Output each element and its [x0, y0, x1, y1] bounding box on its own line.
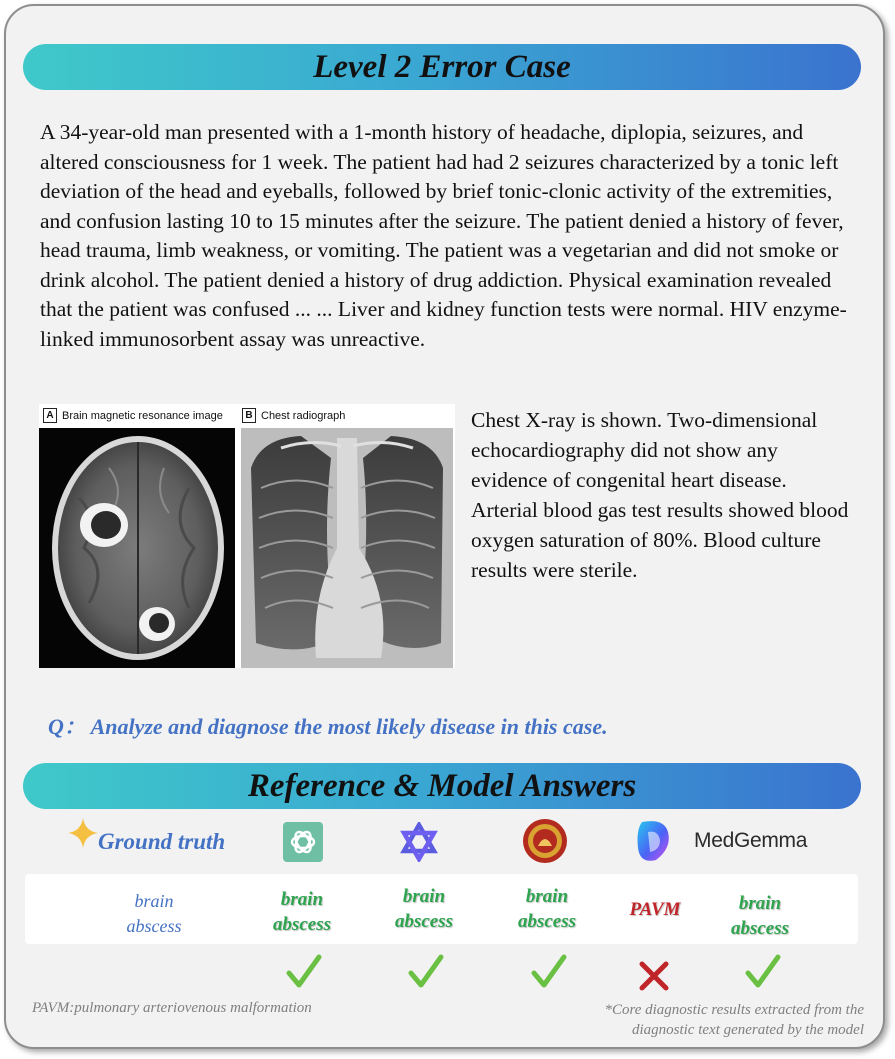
panel-b-label — [242, 408, 345, 423]
gradient-blob-logo-icon — [634, 818, 674, 864]
chest-radiograph-image — [241, 428, 453, 668]
title-banner — [23, 44, 861, 90]
page-title: Level 2 Error Case — [313, 48, 571, 85]
answers-banner — [23, 763, 861, 809]
abbreviation-footnote: PAVM:pulmonary arteriovenous malformation — [32, 1000, 312, 1016]
clinical-figure — [39, 404, 455, 668]
model-3-answer: brain abscess — [517, 886, 577, 932]
question-text: Q： Analyze and diagnose the most likely disease in this case. — [48, 714, 608, 739]
panel-a-letter: A — [43, 408, 57, 423]
sparkle-icon — [68, 818, 98, 848]
brain-mri-image — [39, 428, 235, 668]
answers-title: Reference & Model Answers — [247, 767, 637, 804]
model-1-answer: brain abscess — [272, 889, 332, 935]
star-of-david-model-icon — [399, 822, 439, 862]
lesion-left — [80, 503, 128, 547]
openai-logo-icon — [283, 822, 323, 862]
check-icon — [285, 953, 323, 991]
check-icon — [530, 953, 568, 991]
extraction-footnote: *Core diagnostic results extracted from the diagnostic text generated by the model — [604, 1002, 864, 1038]
check-icon — [744, 953, 782, 991]
model-2-answer: brain abscess — [394, 886, 454, 932]
model-4-answer: PAVM — [629, 899, 681, 920]
medgemma-label: MedGemma — [694, 829, 808, 852]
panel-a-label — [43, 408, 223, 423]
model-5-answer: brain abscess — [730, 893, 790, 939]
cross-icon — [636, 958, 672, 994]
case-history-text: A 34-year-old man presented with a 1-month history of headache, diplopia, seizures, and altered consciousness for 1 week. The patient had had 2 seizures characterized by a tonic left deviation of the head and eyeballs, followed by brief tonic-clonic activity of the extremities, and confusion lasting 10 to 15 minutes after the seizure. The patient denied a history of fever, head trauma, limb weakness, or vomiting. The patient was a vegetarian and did not smoke or drink alcohol. The patient denied a history of drug addiction. Physical examination revealed that the patient was confused ... ... Liver and kidney function tests were normal. HIV enzyme-linked immunosorbent assay was unreactive. — [40, 120, 847, 351]
university-seal-icon — [522, 818, 568, 864]
ground-truth-answer: brain abscess — [126, 891, 182, 936]
lesion-right — [139, 607, 175, 641]
imaging-findings-text: Chest X-ray is shown. Two-dimensional echocardiography did not show any evidence of congenital heart disease. Arterial blood gas test results showed blood oxygen saturation of 80%. Blood culture results were sterile. — [471, 408, 849, 582]
ground-truth-label: Ground truth — [98, 829, 226, 854]
panel-b-letter: B — [242, 408, 256, 423]
check-icon — [407, 953, 445, 991]
panel-b-caption: Chest radiograph — [261, 409, 346, 422]
panel-a-caption: Brain magnetic resonance image — [62, 409, 223, 422]
